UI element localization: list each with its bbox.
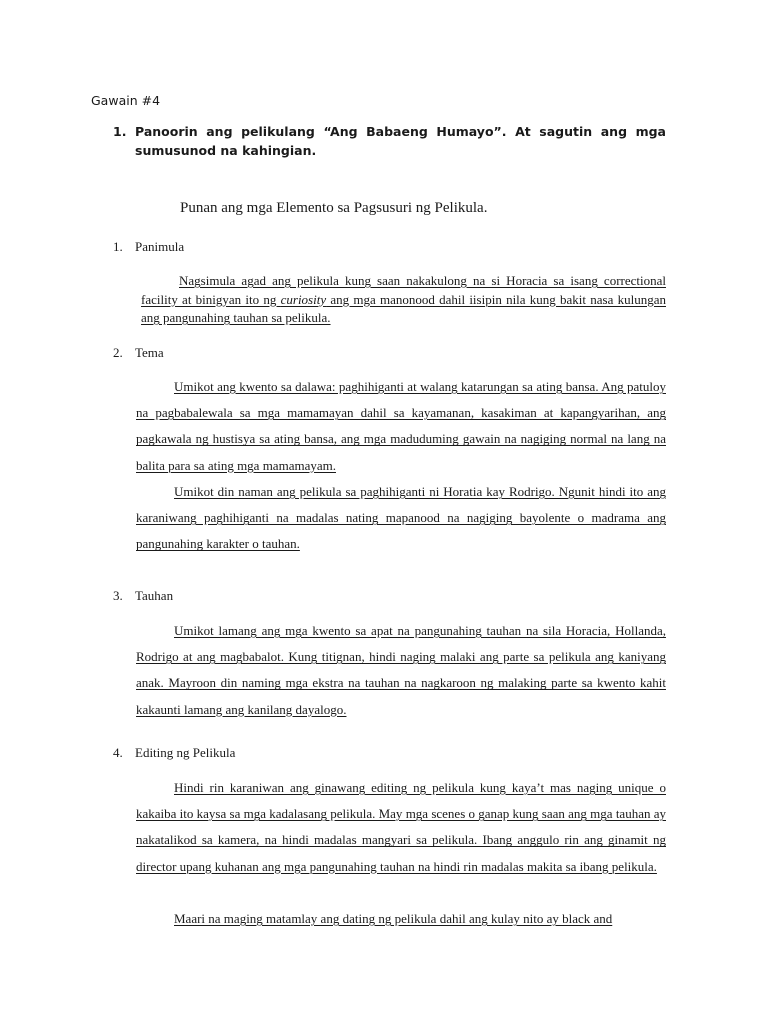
section-number: 2. [113,345,123,360]
section-heading-tauhan [113,588,173,604]
section-number: 3. [113,588,123,603]
paragraph-text: Nagsimula agad ang pelikula kung saan nakakulong na si Horacia sa isang correctional facility at binigyan ito ng [141,273,666,307]
section-subtitle: Punan ang mga Elemento sa Pagsusuri ng Pelikula. [180,200,488,216]
paragraph-tema-2 [136,479,666,558]
section-number: 4. [113,745,123,760]
section-title: Tauhan [135,588,174,603]
section-title: Tema [135,345,164,360]
section-number: 1. [113,239,123,254]
section-heading-panimula [113,239,184,255]
paragraph-text: Umikot lamang ang mga kwento sa apat na pangunahing tauhan na sila Horacia, Hollanda, Rodrigo at ang magbabalot. Kung titignan, hindi naging malaki ang parte sa pelikula ang kaniyang anak. Mayroon din naming mga ekstra na tauhan na nagkaroon ng malaking parte sa kwento kahit kakaunti lamang ang kanilang dayalogo. [136,623,666,717]
instruction-text: Panoorin ang pelikulang “Ang Babaeng Humayo”. At sagutin ang mga sumusunod na kahingian. [135,124,666,158]
paragraph-tema-1 [136,374,666,479]
paragraph-tauhan [136,618,666,723]
paragraph-editing-2 [136,906,666,932]
section-heading-editing [113,745,235,761]
paragraph-text: Umikot ang kwento sa dalawa: paghihiganti at walang katarungan sa ating bansa. Ang patuloy na pagbabalewala sa mga mamamayan dahil sa kayamanan, kasakiman at kapangyarihan, ang pagkawala ng hustisya sa ating bansa, ang mga maduduming gawain na nagiging normal na lang na balita para sa ating mga mamamayam. [136,379,666,473]
instruction-item [113,122,666,160]
section-heading-tema [113,345,164,361]
paragraph-editing-1 [136,775,666,880]
paragraph-text: Maari na maging matamlay ang dating ng pelikula dahil ang kulay nito ay black and [174,911,613,926]
instruction-number: 1. [113,124,127,139]
paragraph-text: Hindi rin karaniwan ang ginawang editing ng pelikula kung kaya’t mas naging unique o kakaiba ito kaysa sa mga kadalasang pelikula. May mga scenes o ganap kung saan ang mga tauhan ay nakatalikod sa kamera, na hindi madalas mangyari sa pelikula. Ibang anggulo rin ang ginamit ng director upang kuhanan ang mga pangunahing tauhan na hindi rin madalas makita sa ibang pelikula. [136,780,666,874]
section-title: Panimula [135,239,185,254]
paragraph-panimula [141,272,666,328]
paragraph-text: ang mga manonood dahil iisipin nila kung bakit nasa kulungan ang pangunahing tauhan sa pelikula. [141,291,666,325]
activity-title: Gawain #4 [91,93,161,108]
section-title: Editing ng Pelikula [135,745,236,760]
paragraph-text: Umikot din naman ang pelikula sa paghihiganti ni Horatia kay Rodrigo. Ngunit hindi ito ang karaniwang paghihiganti na madalas nating mapanood na nagiging bayolente o madrama ang pangunahing karakter o tauhan. [136,484,666,552]
italic-term: curiosity [280,291,327,307]
